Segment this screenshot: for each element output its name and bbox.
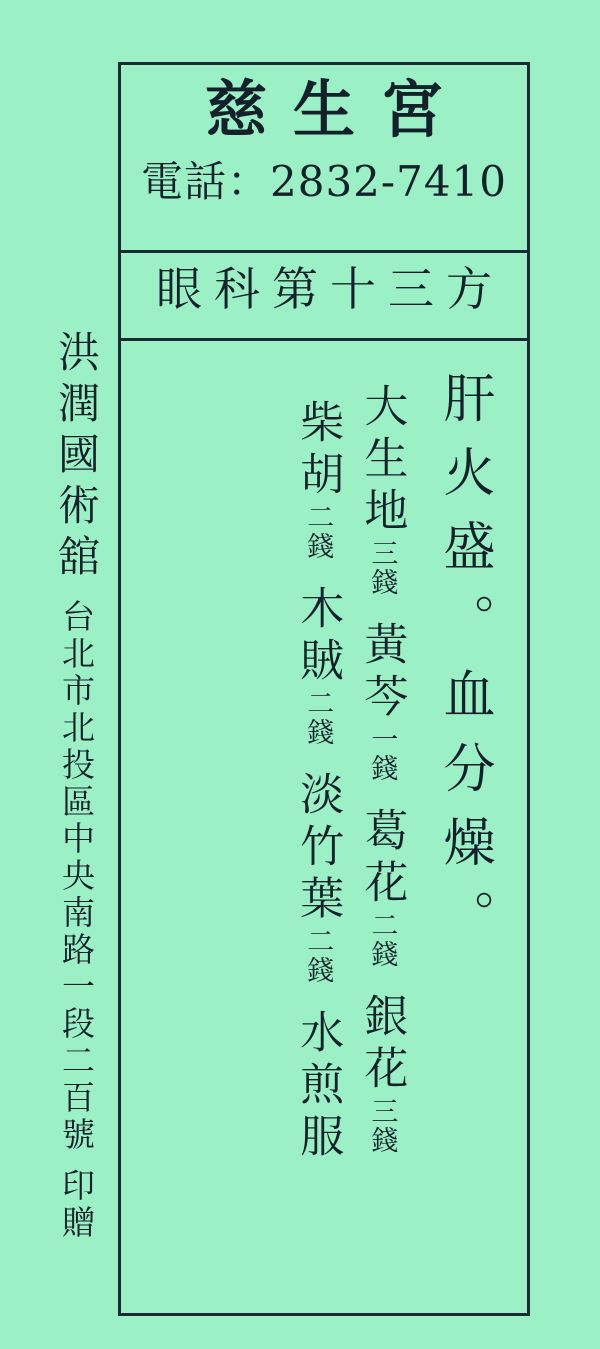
spacer [308, 561, 327, 585]
prescription-body [121, 341, 527, 1313]
herb-name: 柴胡 [292, 399, 344, 503]
herb-name: 淡竹葉 [292, 771, 344, 927]
spacer [308, 747, 327, 771]
herb-dose: 二錢 [302, 927, 334, 985]
herb-dose: 三錢 [366, 1097, 398, 1155]
spacer [372, 969, 391, 993]
temple-phone: 電話：2832-7410 [141, 157, 507, 206]
herb-dose: 二錢 [366, 911, 398, 969]
temple-header [121, 65, 527, 253]
prescription-frame [118, 62, 530, 1316]
herb-name: 黃芩 [356, 621, 408, 725]
temple-name: 慈生宮 [204, 73, 469, 146]
clinic-note: 印贈 [57, 1168, 96, 1242]
herb-name: 大生地 [356, 383, 408, 539]
formula-header [121, 253, 527, 341]
spacer [372, 597, 391, 621]
spacer [68, 1154, 84, 1168]
herb-dose: 二錢 [302, 689, 334, 747]
herb-name: 銀花 [356, 993, 408, 1097]
clinic-info-vertical [46, 330, 106, 1242]
herb-name: 葛花 [356, 807, 408, 911]
herb-column-1 [356, 383, 408, 1155]
herb-dose: 一錢 [366, 725, 398, 783]
diagnosis-text: 肝火盛。血分燥。 [434, 371, 494, 963]
spacer [372, 783, 391, 807]
herb-column-2 [292, 399, 344, 1165]
clinic-address: 台北市北投區中央南路一段二百號 [57, 599, 96, 1154]
decoction-instruction: 水煎服 [292, 1009, 344, 1165]
herb-dose: 三錢 [366, 539, 398, 597]
clinic-name: 洪潤國術舘 [52, 330, 101, 585]
herb-dose: 二錢 [302, 503, 334, 561]
clinic-info [46, 330, 122, 1320]
spacer [308, 985, 327, 1009]
herb-name: 木賊 [292, 585, 344, 689]
spacer [68, 585, 84, 599]
formula-header-text: 眼科第十三方 [156, 262, 504, 316]
